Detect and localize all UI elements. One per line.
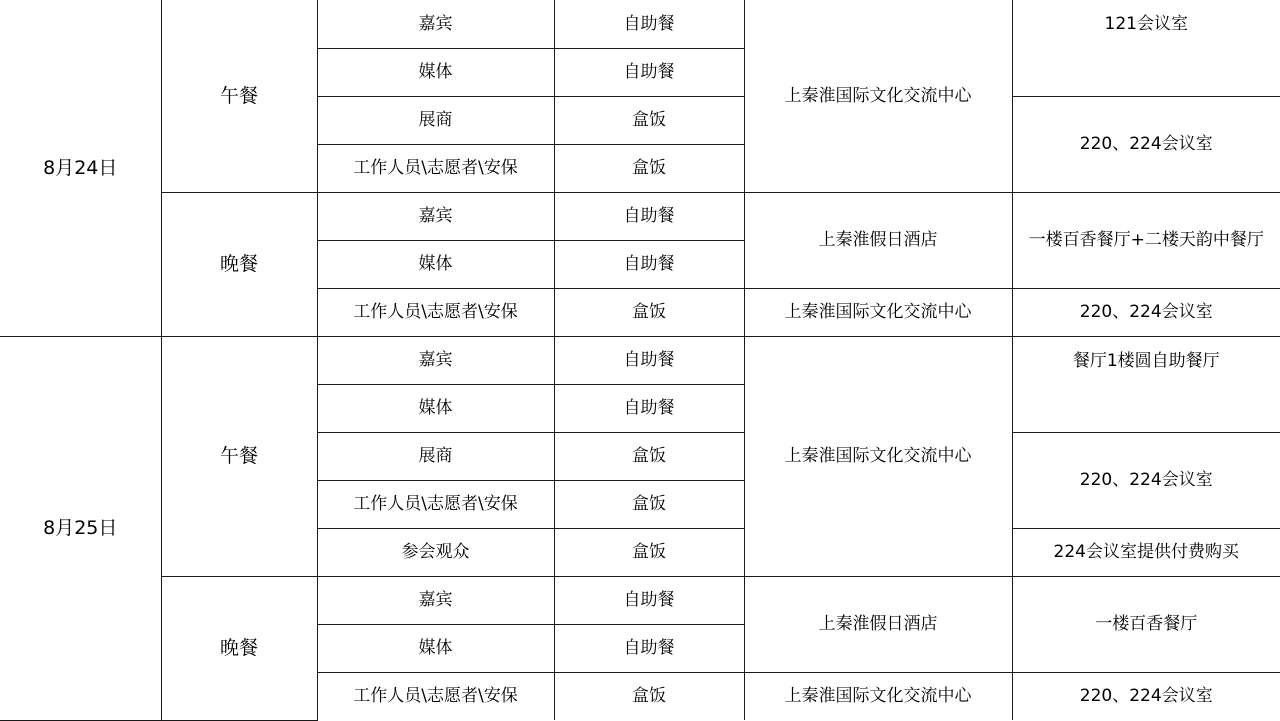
meal-type-cell: 自助餐	[554, 0, 744, 48]
location-cell: 220、224会议室	[1012, 672, 1280, 720]
meal-type-cell: 盒饭	[554, 672, 744, 720]
meal-cell: 晚餐	[161, 576, 317, 720]
location-cell: 224会议室提供付费购买	[1012, 528, 1280, 576]
location-cell: 餐厅1楼圆自助餐厅	[1012, 336, 1280, 432]
location-cell: 220、224会议室	[1012, 432, 1280, 528]
group-cell: 工作人员\志愿者\安保	[317, 480, 554, 528]
group-cell: 嘉宾	[317, 576, 554, 624]
meal-type-cell: 自助餐	[554, 576, 744, 624]
location-cell: 一楼百香餐厅	[1012, 576, 1280, 672]
venue-cell: 上秦淮假日酒店	[744, 192, 1012, 288]
group-cell: 媒体	[317, 384, 554, 432]
meal-type-cell: 自助餐	[554, 240, 744, 288]
table-row	[0, 336, 1280, 384]
group-cell: 嘉宾	[317, 336, 554, 384]
group-cell: 展商	[317, 432, 554, 480]
table-row	[0, 192, 1280, 240]
meal-type-cell: 盒饭	[554, 528, 744, 576]
venue-cell: 上秦淮国际文化交流中心	[744, 672, 1012, 720]
venue-cell: 上秦淮国际文化交流中心	[744, 0, 1012, 192]
location-cell: 220、224会议室	[1012, 96, 1280, 192]
venue-cell: 上秦淮国际文化交流中心	[744, 336, 1012, 576]
meal-type-cell: 盒饭	[554, 144, 744, 192]
meal-type-cell: 自助餐	[554, 624, 744, 672]
meal-type-cell: 自助餐	[554, 384, 744, 432]
location-cell: 一楼百香餐厅+二楼天韵中餐厅	[1012, 192, 1280, 288]
group-cell: 工作人员\志愿者\安保	[317, 288, 554, 336]
meal-type-cell: 盒饭	[554, 96, 744, 144]
date-cell: 8月25日	[0, 336, 161, 720]
meal-type-cell: 自助餐	[554, 336, 744, 384]
group-cell: 工作人员\志愿者\安保	[317, 672, 554, 720]
meal-cell: 午餐	[161, 336, 317, 576]
venue-cell: 上秦淮国际文化交流中心	[744, 288, 1012, 336]
group-cell: 展商	[317, 96, 554, 144]
meal-type-cell: 盒饭	[554, 288, 744, 336]
group-cell: 参会观众	[317, 528, 554, 576]
meal-type-cell: 盒饭	[554, 432, 744, 480]
venue-cell: 上秦淮假日酒店	[744, 576, 1012, 672]
meal-cell: 午餐	[161, 0, 317, 192]
meal-type-cell: 自助餐	[554, 48, 744, 96]
group-cell: 媒体	[317, 624, 554, 672]
meal-cell: 晚餐	[161, 192, 317, 336]
group-cell: 工作人员\志愿者\安保	[317, 144, 554, 192]
table-row	[0, 576, 1280, 624]
group-cell: 媒体	[317, 240, 554, 288]
table-row	[0, 0, 1280, 48]
date-cell: 8月24日	[0, 0, 161, 336]
group-cell: 媒体	[317, 48, 554, 96]
group-cell: 嘉宾	[317, 192, 554, 240]
location-cell: 220、224会议室	[1012, 288, 1280, 336]
meal-type-cell: 自助餐	[554, 192, 744, 240]
meal-type-cell: 盒饭	[554, 480, 744, 528]
group-cell: 嘉宾	[317, 0, 554, 48]
location-cell: 121会议室	[1012, 0, 1280, 96]
